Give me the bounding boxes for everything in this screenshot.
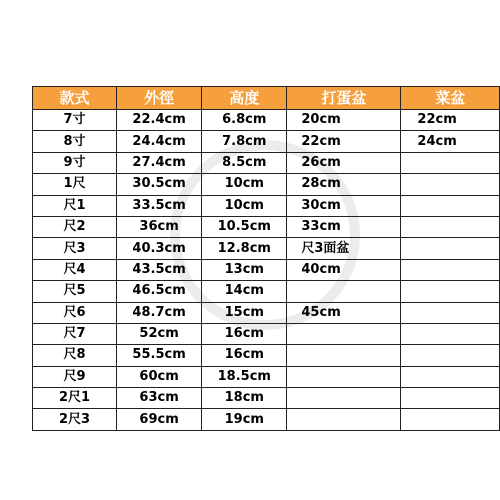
cell-vegetable-bowl: [401, 195, 500, 216]
cell-style: 尺8: [33, 345, 117, 366]
cell-style: 尺7: [33, 323, 117, 344]
table-row: [33, 366, 500, 387]
header-outer-diameter: 外徑: [116, 87, 201, 110]
cell-height: 10cm: [202, 174, 287, 195]
header-mixing-bowl: 打蛋盆: [287, 87, 401, 110]
cell-style: 尺1: [33, 195, 117, 216]
cell-mixing-bowl: 40cm: [287, 259, 401, 280]
table-body: [33, 110, 500, 431]
cell-mixing-bowl: [287, 323, 401, 344]
cell-outer-diameter: 55.5cm: [116, 345, 201, 366]
cell-style: 2尺1: [33, 388, 117, 409]
cell-vegetable-bowl: [401, 302, 500, 323]
cell-outer-diameter: 48.7cm: [116, 302, 201, 323]
cell-mixing-bowl: [287, 388, 401, 409]
cell-mixing-bowl: [287, 345, 401, 366]
table-row: [33, 281, 500, 302]
cell-outer-diameter: 46.5cm: [116, 281, 201, 302]
table-row: [33, 259, 500, 280]
cell-vegetable-bowl: [401, 238, 500, 259]
table-row: [33, 110, 500, 131]
cell-outer-diameter: 43.5cm: [116, 259, 201, 280]
cell-height: 18cm: [202, 388, 287, 409]
cell-height: 10cm: [202, 195, 287, 216]
table-row: [33, 302, 500, 323]
cell-outer-diameter: 27.4cm: [116, 152, 201, 173]
cell-height: 7.8cm: [202, 131, 287, 152]
cell-mixing-bowl: 33cm: [287, 216, 401, 237]
cell-vegetable-bowl: [401, 152, 500, 173]
size-table: [32, 86, 500, 431]
cell-style: 尺5: [33, 281, 117, 302]
cell-vegetable-bowl: 24cm: [401, 131, 500, 152]
cell-outer-diameter: 24.4cm: [116, 131, 201, 152]
cell-vegetable-bowl: [401, 281, 500, 302]
table-row: [33, 131, 500, 152]
cell-height: 15cm: [202, 302, 287, 323]
cell-height: 19cm: [202, 409, 287, 430]
table-row: [33, 195, 500, 216]
cell-outer-diameter: 60cm: [116, 366, 201, 387]
cell-height: 18.5cm: [202, 366, 287, 387]
cell-vegetable-bowl: 22cm: [401, 110, 500, 131]
cell-mixing-bowl: 45cm: [287, 302, 401, 323]
cell-mixing-bowl: 28cm: [287, 174, 401, 195]
table-row: [33, 388, 500, 409]
cell-style: 尺2: [33, 216, 117, 237]
table-row: [33, 174, 500, 195]
cell-mixing-bowl: [287, 409, 401, 430]
cell-mixing-bowl: 22cm: [287, 131, 401, 152]
cell-outer-diameter: 22.4cm: [116, 110, 201, 131]
table-row: [33, 238, 500, 259]
cell-outer-diameter: 40.3cm: [116, 238, 201, 259]
cell-style: 1尺: [33, 174, 117, 195]
cell-outer-diameter: 63cm: [116, 388, 201, 409]
cell-style: 尺9: [33, 366, 117, 387]
cell-height: 8.5cm: [202, 152, 287, 173]
cell-mixing-bowl: 尺3面盆: [287, 238, 401, 259]
cell-outer-diameter: 33.5cm: [116, 195, 201, 216]
cell-vegetable-bowl: [401, 345, 500, 366]
header-height: 高度: [202, 87, 287, 110]
cell-style: 2尺3: [33, 409, 117, 430]
cell-height: 12.8cm: [202, 238, 287, 259]
cell-style: 尺6: [33, 302, 117, 323]
cell-height: 6.8cm: [202, 110, 287, 131]
table-row: [33, 409, 500, 430]
header-style: 款式: [33, 87, 117, 110]
table-row: [33, 345, 500, 366]
table-row: [33, 216, 500, 237]
cell-vegetable-bowl: [401, 366, 500, 387]
header-vegetable-bowl: 菜盆: [401, 87, 500, 110]
header-row: [33, 87, 500, 110]
table-row: [33, 152, 500, 173]
cell-mixing-bowl: [287, 281, 401, 302]
cell-vegetable-bowl: [401, 259, 500, 280]
cell-outer-diameter: 69cm: [116, 409, 201, 430]
cell-mixing-bowl: 20cm: [287, 110, 401, 131]
cell-vegetable-bowl: [401, 323, 500, 344]
cell-vegetable-bowl: [401, 216, 500, 237]
cell-height: 10.5cm: [202, 216, 287, 237]
cell-height: 14cm: [202, 281, 287, 302]
cell-style: 尺4: [33, 259, 117, 280]
cell-style: 7寸: [33, 110, 117, 131]
cell-style: 尺3: [33, 238, 117, 259]
cell-outer-diameter: 30.5cm: [116, 174, 201, 195]
cell-mixing-bowl: 30cm: [287, 195, 401, 216]
cell-style: 8寸: [33, 131, 117, 152]
cell-mixing-bowl: [287, 366, 401, 387]
cell-height: 16cm: [202, 323, 287, 344]
cell-vegetable-bowl: [401, 174, 500, 195]
cell-height: 13cm: [202, 259, 287, 280]
table-row: [33, 323, 500, 344]
cell-style: 9寸: [33, 152, 117, 173]
cell-outer-diameter: 52cm: [116, 323, 201, 344]
cell-mixing-bowl: 26cm: [287, 152, 401, 173]
cell-vegetable-bowl: [401, 388, 500, 409]
cell-outer-diameter: 36cm: [116, 216, 201, 237]
cell-height: 16cm: [202, 345, 287, 366]
cell-vegetable-bowl: [401, 409, 500, 430]
